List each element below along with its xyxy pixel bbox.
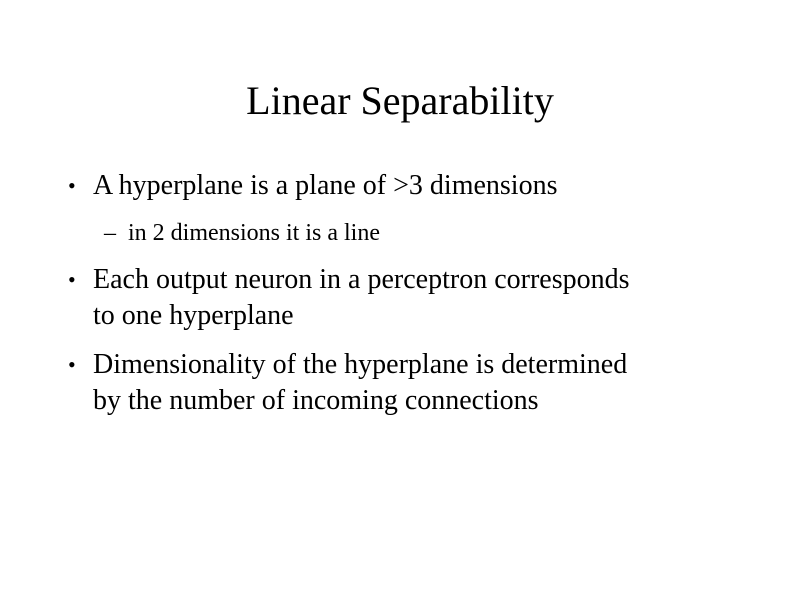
bullet-line: A hyperplane is a plane of >3 dimensions [93,170,558,201]
slide-title: Linear Separability [246,78,554,123]
bullet-text [93,347,748,419]
bullet-line: Dimensionality of the hyperplane is determined [93,349,628,380]
bullet-line: Each output neuron in a perceptron corresponds [93,264,630,295]
bullet-text [93,168,748,204]
bullet-marker: • [68,267,76,292]
bullet-line: to one hyperplane [93,300,294,331]
sub-bullet-text: in 2 dimensions it is a line [128,220,380,246]
bullet-line: by the number of incoming connections [93,385,539,416]
bullet-text [93,262,748,334]
bullet-marker: • [68,352,76,377]
bullet-marker: • [68,173,76,198]
sub-bullet-marker: – [104,220,116,246]
